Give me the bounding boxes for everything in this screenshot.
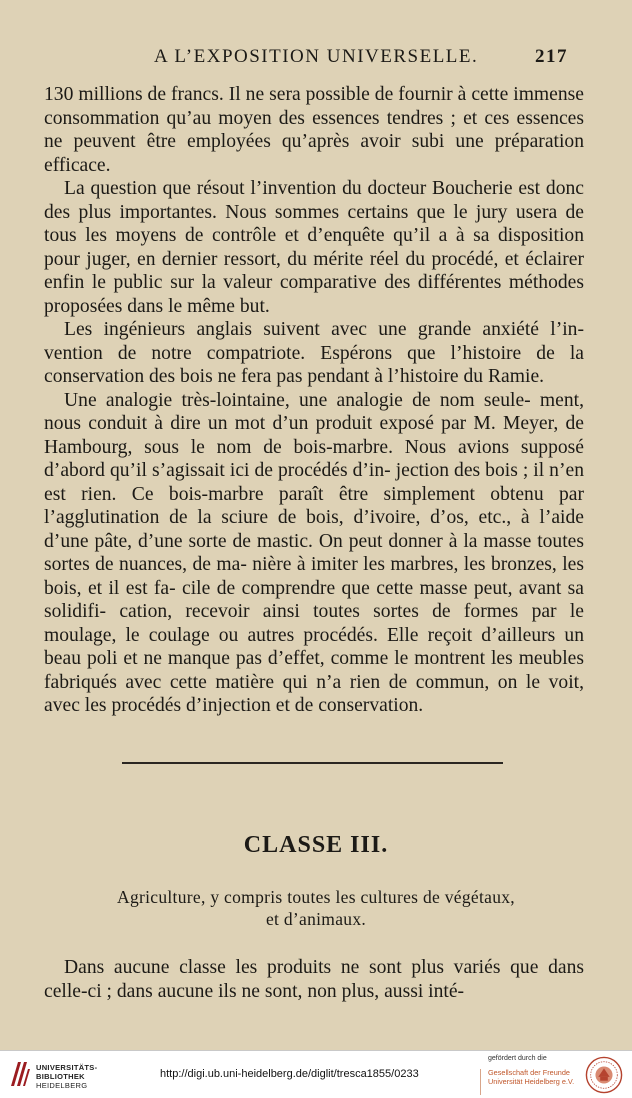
text-line: vention de notre compatriote. Espérons que l’histoire de la [44,342,584,364]
text-line: Les ingénieurs anglais suivent avec une grande anxiété l’in- [64,319,584,340]
sponsor-name-line: Universität Heidelberg e.V. [488,1077,575,1086]
text-line: cation, recevoir ainsi toutes sortes de formes par le moulage, [44,601,584,646]
university-seal-icon[interactable] [585,1056,623,1094]
text-line: poli et ne manque pas d’effet, comme le montrent les meubles [86,648,584,669]
section-divider [122,762,503,764]
library-name-line: BIBLIOTHEK [36,1072,85,1081]
library-name [36,1063,97,1090]
text-line: le coulage ou autres procédés. Elle reçoit d’ailleurs un beau [44,624,584,669]
text-line: avions supposé d’abord qu’il s’agissait ici de procédés d’in- [44,436,584,481]
text-line: d’ivoire, d’os, etc., à l’aide d’une pâte, d’une sorte de mastic. [44,507,584,552]
sponsor-name-line: Gesellschaft der Freunde [488,1068,570,1077]
library-logo-icon[interactable] [8,1059,32,1089]
text-line: tendres ; et ces essences ne peuvent être employées qu’après [44,107,585,152]
permalink-url[interactable]: http://digi.ub.uni-heidelberg.de/diglit/tresca1855/0233 [160,1068,419,1080]
section-subtitle [70,886,562,930]
text-line: 130 millions de francs. Il ne sera possible de fournir à [44,84,467,105]
paragraph-3 [44,318,584,389]
text-line: procédé, et éclairer enfin le public sur la valeur comparative [44,248,584,293]
text-line: fabriqués avec cette matière qui n’a rien de commun, on le [44,671,541,693]
text-line: voit, avec les procédés d’injection et de conservation. [44,671,584,716]
text-line: dans celle-ci ; dans aucune ils ne sont, non plus, aussi inté- [44,957,584,1002]
text-line: des différentes méthodes proposées dans le même but. [44,272,584,317]
text-line: usera de tous les moyens de contrôle et d’enquête qu’il a à sa [44,201,585,246]
text-line: On peut donner à la masse toutes sortes de nuances, de ma- [44,530,584,575]
text-line: cette immense consommation qu’au moyen des essences [44,84,584,129]
text-line: jection des bois ; il n’en est rien. Ce bois-marbre paraît être [44,460,584,505]
text-line: nière à imiter les marbres, les bronzes, les bois, et il est fa- [44,554,584,599]
text-line: Dans aucune classe les produits ne sont plus variés que [64,957,539,978]
paragraph-1 [44,83,584,177]
text-line: ment, nous conduit à dire un mot d’un produit exposé par [44,389,584,434]
section-text [44,956,584,1004]
paragraph-2 [44,177,584,318]
text-line: disposition pour juger, en dernier ressort, du mérite réel du [44,225,584,270]
subtitle-line: et d’animaux. [265,909,367,929]
body-text [44,83,584,718]
running-head: A L’EXPOSITION UNIVERSELLE. [154,46,479,67]
sponsor-divider [480,1069,481,1095]
text-line: avoir subi une préparation efficace. [44,131,584,176]
page-number: 217 [535,46,568,67]
sponsor-label: gefördert durch die [488,1055,547,1062]
sponsor-name [488,1068,574,1086]
section-title: CLASSE III. [243,832,389,858]
text-line: conservation des bois ne fera pas pendant à l’histoire du Ramie. [44,366,545,387]
library-name-line: HEIDELBERG [36,1081,88,1090]
page-header [0,46,632,74]
text-line: cile de comprendre que cette masse peut, avant sa solidifi- [44,577,584,622]
text-line: simplement obtenu par l’agglutination de la sciure de bois, [44,483,584,528]
text-line: La question que résout l’invention du docteur Boucherie est [64,178,541,199]
paragraph-4 [44,389,584,718]
viewer-footer [0,1050,632,1098]
text-line: donc des plus importantes. Nous sommes certains que le jury [44,178,584,223]
text-line: M. Meyer, de Hambourg, sous le nom de bois-marbre. Nous [44,413,584,458]
subtitle-line: Agriculture, y compris toutes les cultures de végétaux, [117,887,515,907]
paragraph-5 [44,956,584,1004]
library-name-line: UNIVERSITÄTS- [36,1063,98,1072]
text-line: Une analogie très-lointaine, une analogie de nom seule- [64,389,531,411]
